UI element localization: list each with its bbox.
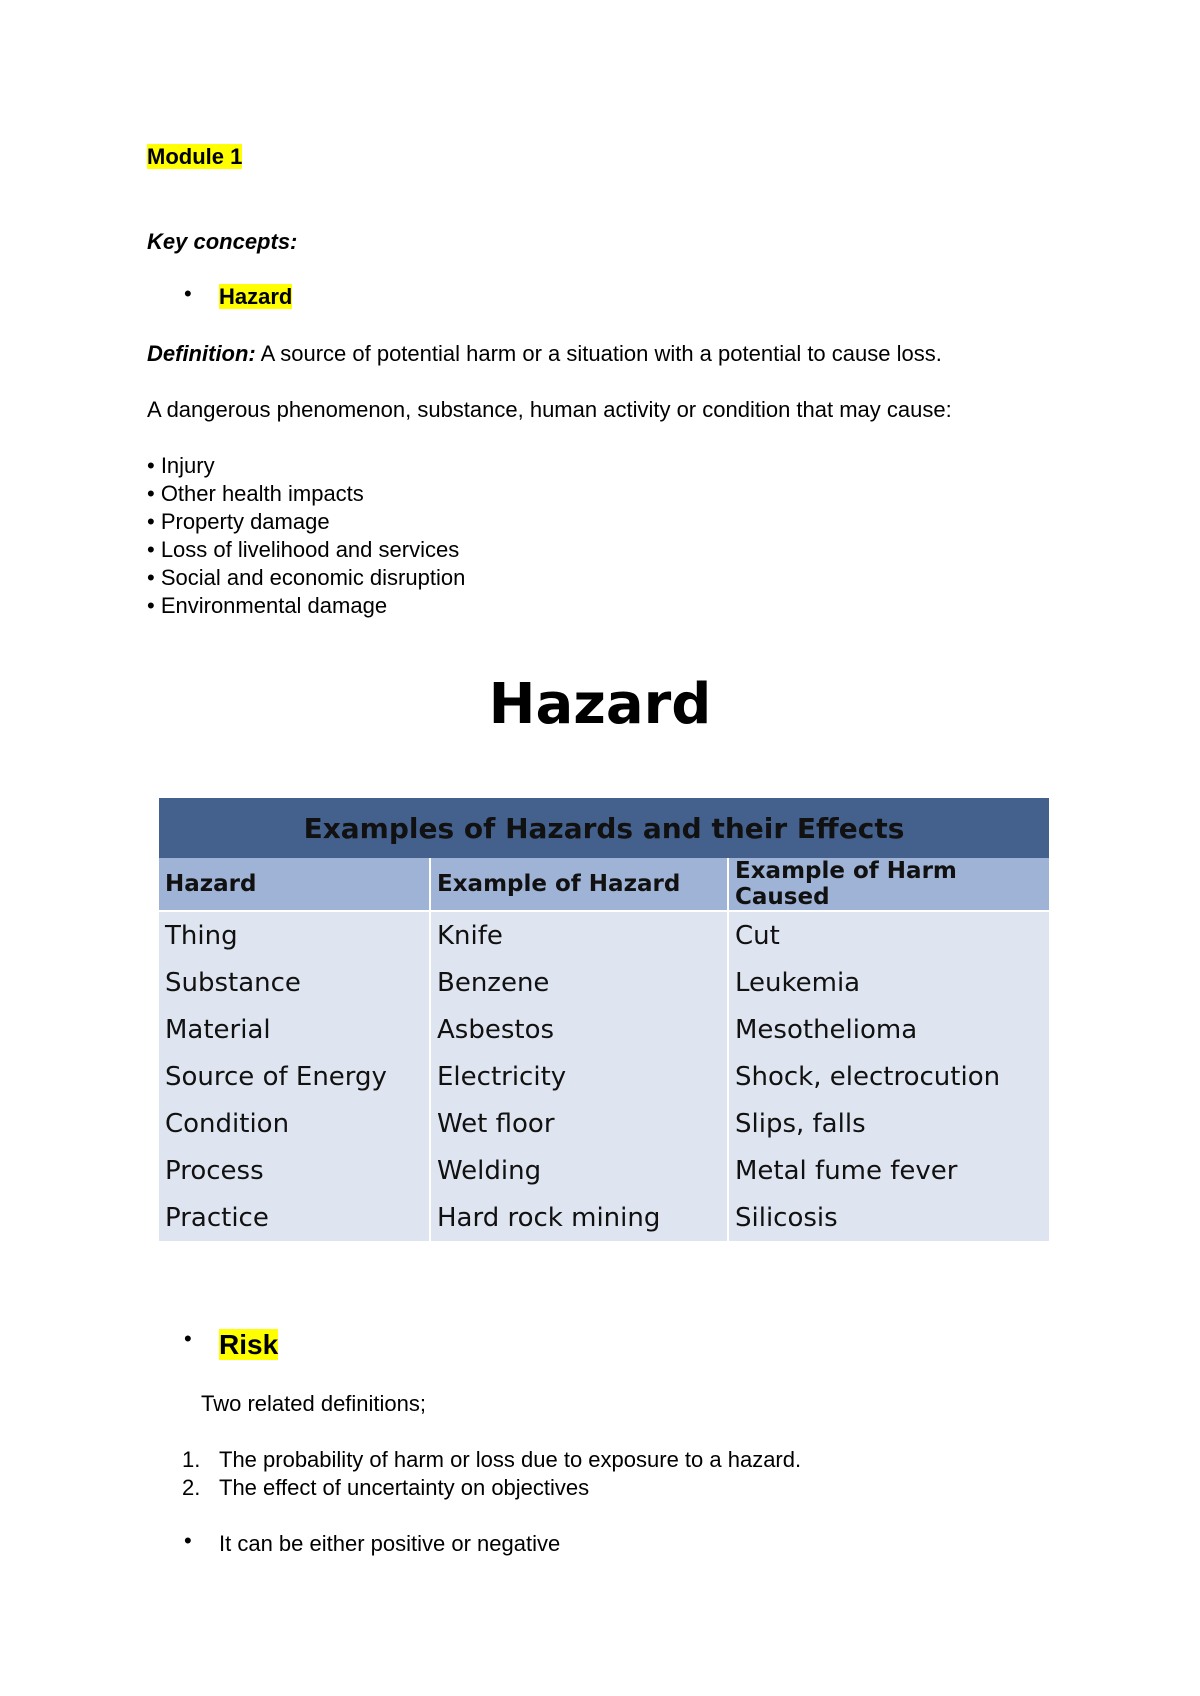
hazard-heading: [219, 284, 292, 310]
hazard-diagram-title: Hazard: [488, 672, 712, 737]
table-cell: Asbestos: [430, 1006, 728, 1053]
risk-definitions-list: [182, 1446, 801, 1502]
table-row: [159, 1194, 1049, 1241]
risk-sub-point: It can be either positive or negative: [219, 1531, 561, 1556]
table-row: [159, 1006, 1049, 1053]
list-item: • Other health impacts: [147, 481, 364, 506]
list-number: 2.: [182, 1475, 201, 1500]
table-cell: Electricity: [430, 1053, 728, 1100]
definition-label: Definition:: [147, 341, 256, 366]
risk-bullet: •: [184, 1326, 192, 1351]
table-cell: Benzene: [430, 959, 728, 1006]
definition-text: A source of potential harm or a situation with a potential to cause loss.: [255, 341, 942, 366]
table-cell: Shock, electrocution: [728, 1053, 1049, 1100]
table-cell: Process: [159, 1147, 430, 1194]
risk-heading-text: Risk: [219, 1329, 279, 1360]
hazard-bullet: •: [184, 281, 192, 306]
column-header: Example of Hazard: [430, 858, 728, 911]
table-cell: Thing: [159, 911, 430, 959]
hazard-examples-table: [159, 798, 1049, 1241]
table-row: [159, 959, 1049, 1006]
list-item: • Environmental damage: [147, 593, 388, 618]
table-row: [159, 1147, 1049, 1194]
table-row: [159, 1100, 1049, 1147]
table-cell: Knife: [430, 911, 728, 959]
hazard-heading-text: Hazard: [219, 284, 293, 309]
table-cell: Wet floor: [430, 1100, 728, 1147]
table-cell: Leukemia: [728, 959, 1049, 1006]
dangerous-phenomenon-text: A dangerous phenomenon, substance, human activity or condition that may cause:: [147, 397, 952, 422]
table-row: [159, 911, 1049, 959]
table-cell: Mesothelioma: [728, 1006, 1049, 1053]
list-number: 1.: [182, 1447, 201, 1472]
column-header: Hazard: [159, 858, 430, 911]
table-cell: Practice: [159, 1194, 430, 1241]
table-cell: Metal fume fever: [728, 1147, 1049, 1194]
table-cell: Hard rock mining: [430, 1194, 728, 1241]
list-item: • Social and economic disruption: [147, 565, 466, 590]
table-title: Examples of Hazards and their Effects: [159, 798, 1049, 858]
list-item: • Property damage: [147, 509, 330, 534]
column-header: Example of Harm Caused: [728, 858, 1049, 911]
table-cell: Substance: [159, 959, 430, 1006]
list-item-text: The probability of harm or loss due to exposure to a hazard.: [219, 1447, 802, 1472]
list-item: [182, 1474, 801, 1502]
table-row: [159, 1053, 1049, 1100]
table-cell: Source of Energy: [159, 1053, 430, 1100]
effects-list: [147, 452, 465, 620]
hazard-definition: [147, 341, 942, 367]
module-title-text: Module 1: [147, 144, 243, 169]
table-header-row: [159, 858, 1049, 911]
table-cell: Condition: [159, 1100, 430, 1147]
table-cell: Slips, falls: [728, 1100, 1049, 1147]
risk-intro: Two related definitions;: [201, 1391, 427, 1416]
table-cell: Silicosis: [728, 1194, 1049, 1241]
table-cell: Material: [159, 1006, 430, 1053]
list-item: • Injury: [147, 453, 215, 478]
list-item-text: The effect of uncertainty on objectives: [219, 1475, 590, 1500]
module-title: [147, 144, 242, 170]
table-cell: Cut: [728, 911, 1049, 959]
sub-point-bullet: •: [184, 1528, 192, 1553]
table-cell: Welding: [430, 1147, 728, 1194]
list-item: [182, 1446, 801, 1474]
key-concepts-heading: Key concepts:: [147, 229, 298, 254]
risk-heading: [219, 1329, 278, 1361]
list-item: • Loss of livelihood and services: [147, 537, 460, 562]
